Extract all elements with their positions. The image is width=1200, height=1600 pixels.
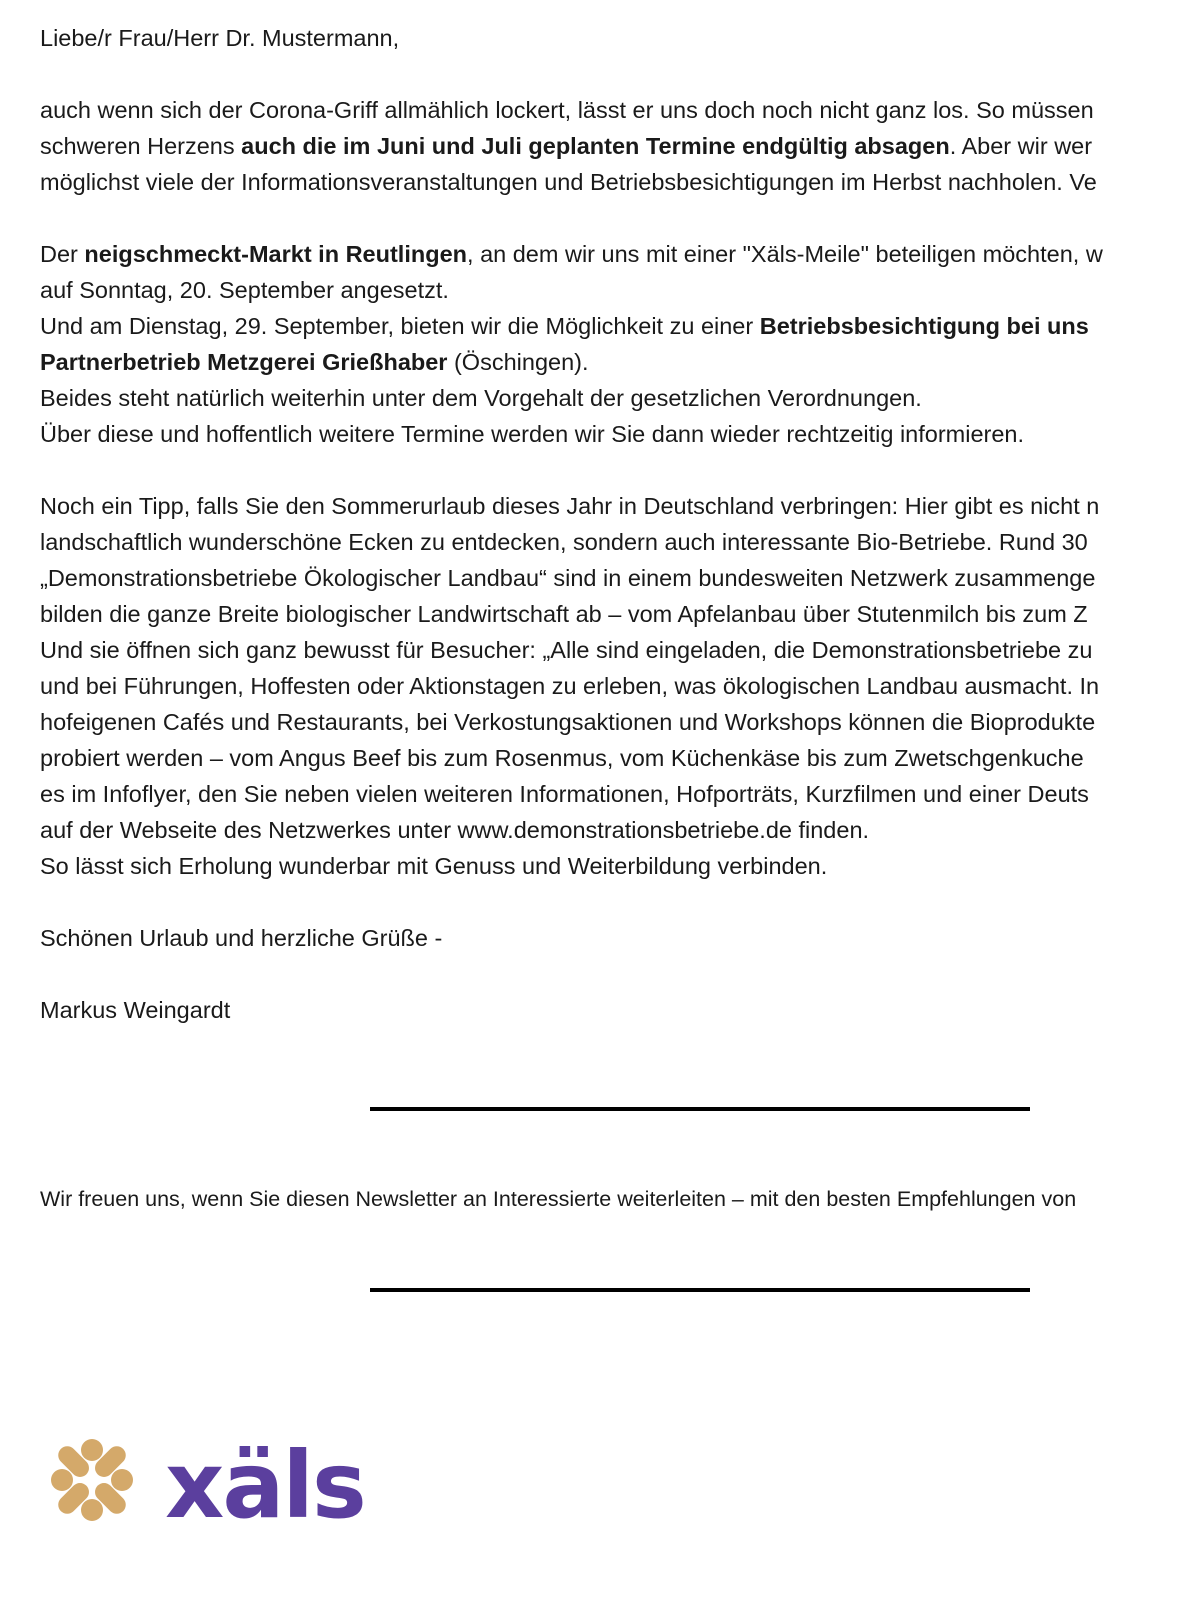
text-line: Und sie öffnen sich ganz bewusst für Besucher: „Alle sind eingeladen, die Demonstrationsbetriebe zu — [40, 637, 1093, 663]
closing: Schönen Urlaub und herzliche Grüße - — [40, 925, 443, 951]
bold-text: auch die im Juni und Juli geplanten Termine endgültig absagen — [241, 133, 950, 159]
text-line: auf Sonntag, 20. September angesetzt. — [40, 277, 449, 303]
spacer — [40, 452, 1200, 488]
text-segment: (Öschingen). — [447, 349, 589, 375]
forward-note: Wir freuen uns, wenn Sie diesen Newsletter an Interessierte weiterleiten – mit den besten Empfehlungen von — [40, 1187, 1077, 1211]
text-line: „Demonstrationsbetriebe Ökologischer Landbau“ sind in einem bundesweiten Netzwerk zusammenge — [40, 565, 1096, 591]
text-line: So lässt sich Erholung wunderbar mit Genuss und Weiterbildung verbinden. — [40, 853, 828, 879]
mark-heart-lobe — [51, 1469, 73, 1491]
text-line — [40, 344, 1200, 380]
text-segment: Und am Dienstag, 29. September, bieten wir die Möglichkeit zu einer — [40, 313, 760, 339]
text-segment: , an dem wir uns mit einer "Xäls-Meile" beteiligen möchten, w — [467, 241, 1103, 267]
spacer — [40, 956, 1200, 992]
greeting: Liebe/r Frau/Herr Dr. Mustermann, — [40, 25, 400, 51]
divider — [370, 1288, 1030, 1292]
text-line — [40, 236, 1200, 272]
xals-logo-graphic — [40, 1425, 400, 1535]
paragraph-events — [40, 236, 1200, 452]
text-segment: . Aber wir wer — [949, 133, 1093, 159]
text-line — [40, 128, 1200, 164]
bold-text: Betriebsbesichtigung bei uns — [759, 313, 1089, 339]
spacer — [40, 200, 1200, 236]
bold-text: Partnerbetrieb Metzgerei Grießhaber — [40, 349, 448, 375]
mark-heart-lobe — [111, 1469, 133, 1491]
spacer — [40, 884, 1200, 920]
mark-heart-lobe — [81, 1499, 103, 1521]
text-line: bilden die ganze Breite biologischer Landwirtschaft ab – vom Apfelanbau über Stutenmilch bis zum Z — [40, 601, 1088, 627]
text-line: es im Infoflyer, den Sie neben vielen weiteren Informationen, Hofporträts, Kurzfilmen und einer Deuts — [40, 781, 1089, 807]
text-line: auf der Webseite des Netzwerkes unter www.demonstrationsbetriebe.de finden. — [40, 817, 870, 843]
spacer — [40, 56, 1200, 92]
text-line: probiert werden – vom Angus Beef bis zum Rosenmus, vom Küchenkäse bis zum Zwetschgenkuche — [40, 745, 1084, 771]
paragraph-tip — [40, 488, 1200, 884]
text-line: möglichst viele der Informationsveranstaltungen und Betriebsbesichtigungen im Herbst nachholen. Ve — [40, 169, 1097, 195]
mark-heart-lobe — [81, 1439, 103, 1461]
paragraph-corona — [40, 92, 1200, 200]
text-line: Beides steht natürlich weiterhin unter dem Vorgehalt der gesetzlichen Verordnungen. — [40, 385, 922, 411]
divider — [370, 1107, 1030, 1111]
text-line: landschaftlich wunderschöne Ecken zu entdecken, sondern auch interessante Bio-Betriebe. Rund 30 — [40, 529, 1088, 555]
text-line: und bei Führungen, Hoffesten oder Aktionstagen zu erleben, was ökologischen Landbau ausmacht. In — [40, 673, 1100, 699]
text-line: Über diese und hoffentlich weitere Termine werden wir Sie dann wieder rechtzeitig informieren. — [40, 421, 1025, 447]
text-segment: Der — [40, 241, 85, 267]
bold-text: neigschmeckt-Markt in Reutlingen — [84, 241, 468, 267]
text-line: hofeigenen Cafés und Restaurants, bei Verkostungsaktionen und Workshops können die Bioprodukte — [40, 709, 1096, 735]
text-line: auch wenn sich der Corona-Griff allmählich lockert, lässt er uns doch noch nicht ganz los. So müssen — [40, 97, 1094, 123]
text-line: Noch ein Tipp, falls Sie den Sommerurlaub dieses Jahr in Deutschland verbringen: Hier gibt es nicht n — [40, 493, 1100, 519]
signature: Markus Weingardt — [40, 997, 231, 1023]
text-segment: schweren Herzens — [40, 133, 242, 159]
email-body — [40, 0, 1200, 1028]
xals-logo — [40, 1425, 400, 1535]
clover-mark-icon — [40, 1425, 154, 1535]
text-line — [40, 308, 1200, 344]
logo-wordmark: xäls — [165, 1432, 365, 1535]
